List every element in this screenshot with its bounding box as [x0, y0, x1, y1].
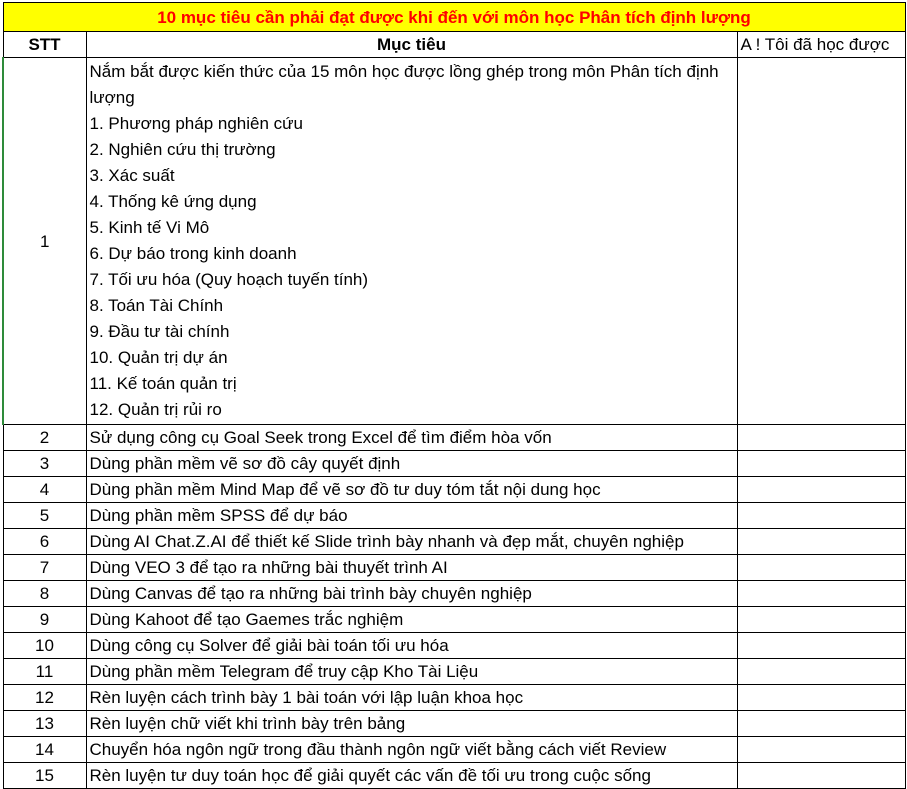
cell-goal[interactable]: Dùng công cụ Solver để giải bài toán tối ưu hóa [86, 633, 737, 659]
table-row [3, 737, 905, 763]
cell-goal[interactable]: Dùng Canvas để tạo ra những bài trình bày chuyên nghiệp [86, 581, 737, 607]
cell-stt[interactable]: 7 [3, 555, 86, 581]
cell-stt[interactable]: 14 [3, 737, 86, 763]
cell-goal[interactable]: Dùng Kahoot để tạo Gaemes trắc nghiệm [86, 607, 737, 633]
cell-goal[interactable]: Dùng phần mềm vẽ sơ đồ cây quyết định [86, 451, 737, 477]
table-row [3, 711, 905, 737]
cell-goal[interactable]: Dùng phần mềm SPSS để dự báo [86, 503, 737, 529]
goal-line: 8. Toán Tài Chính [89, 296, 224, 315]
cell-goal[interactable]: Dùng VEO 3 để tạo ra những bài thuyết trình AI [86, 555, 737, 581]
cell-goal[interactable]: Rèn luyện chữ viết khi trình bày trên bảng [86, 711, 737, 737]
goal-line: 5. Kinh tế Vi Mô [89, 218, 210, 237]
cell-stt[interactable]: 8 [3, 581, 86, 607]
cell-stt[interactable]: 4 [3, 477, 86, 503]
header-stt[interactable]: STT [3, 32, 86, 58]
cell-check[interactable] [737, 503, 905, 529]
goal-line: 11. Kế toán quản trị [89, 374, 237, 393]
table-row [3, 633, 905, 659]
table-row [3, 581, 905, 607]
header-row [3, 32, 905, 58]
goal-line: 2. Nghiên cứu thị trường [89, 140, 276, 159]
cell-check[interactable] [737, 633, 905, 659]
cell-stt[interactable]: 1 [3, 58, 86, 425]
cell-check[interactable] [737, 659, 905, 685]
cell-goal[interactable]: Sử dụng công cụ Goal Seek trong Excel để tìm điểm hòa vốn [86, 425, 737, 451]
cell-stt[interactable]: 12 [3, 685, 86, 711]
cell-check[interactable] [737, 737, 905, 763]
cell-stt[interactable]: 10 [3, 633, 86, 659]
goals-table [2, 2, 906, 789]
goal-line: 10. Quản trị dự án [89, 348, 228, 367]
cell-stt[interactable]: 6 [3, 529, 86, 555]
table-row [3, 503, 905, 529]
cell-goal[interactable]: Dùng phần mềm Telegram để truy cập Kho Tài Liệu [86, 659, 737, 685]
cell-goal[interactable]: Rèn luyện cách trình bày 1 bài toán với lập luận khoa học [86, 685, 737, 711]
table-row [3, 477, 905, 503]
cell-check[interactable] [737, 555, 905, 581]
goal-line: 1. Phương pháp nghiên cứu [89, 114, 304, 133]
header-goal[interactable]: Mục tiêu [86, 32, 737, 58]
cell-goal-multiline[interactable] [86, 58, 737, 425]
table-row [3, 685, 905, 711]
cell-stt[interactable]: 9 [3, 607, 86, 633]
cell-stt[interactable]: 3 [3, 451, 86, 477]
cell-check[interactable] [737, 685, 905, 711]
cell-goal[interactable]: Dùng phần mềm Mind Map để vẽ sơ đồ tư duy tóm tắt nội dung học [86, 477, 737, 503]
goal-line: Nắm bắt được kiến thức của 15 môn học được lồng ghép trong môn Phân tích định [89, 62, 719, 81]
table-row [3, 555, 905, 581]
goal-line: 3. Xác suất [89, 166, 175, 185]
table-row [3, 529, 905, 555]
cell-check[interactable] [737, 477, 905, 503]
goal-line: 4. Thống kê ứng dụng [89, 192, 257, 211]
goal-line: 6. Dự báo trong kinh doanh [89, 244, 297, 263]
table-row [3, 58, 905, 425]
cell-check[interactable] [737, 711, 905, 737]
cell-check[interactable] [737, 581, 905, 607]
goal-line: lượng [89, 88, 135, 107]
cell-goal[interactable]: Dùng AI Chat.Z.AI để thiết kế Slide trình bày nhanh và đẹp mắt, chuyên nghiệp [86, 529, 737, 555]
cell-check[interactable] [737, 529, 905, 555]
table-title[interactable]: 10 mục tiêu cần phải đạt được khi đến với môn học Phân tích định lượng [3, 3, 905, 32]
goal-line: 7. Tối ưu hóa (Quy hoạch tuyến tính) [89, 270, 369, 289]
cell-check[interactable] [737, 425, 905, 451]
goal-line: 9. Đầu tư tài chính [89, 322, 230, 341]
table-row [3, 425, 905, 451]
cell-check[interactable] [737, 607, 905, 633]
cell-stt[interactable]: 2 [3, 425, 86, 451]
cell-stt[interactable]: 13 [3, 711, 86, 737]
cell-check[interactable] [737, 451, 905, 477]
cell-goal[interactable]: Chuyển hóa ngôn ngữ trong đầu thành ngôn ngữ viết bằng cách viết Review [86, 737, 737, 763]
cell-stt[interactable]: 5 [3, 503, 86, 529]
table-row [3, 451, 905, 477]
goal-line: 12. Quản trị rủi ro [89, 400, 222, 419]
cell-goal[interactable]: Rèn luyện tư duy toán học để giải quyết các vấn đề tối ưu trong cuộc sống [86, 763, 737, 789]
cell-check[interactable] [737, 58, 905, 425]
cell-stt[interactable]: 11 [3, 659, 86, 685]
cell-stt[interactable]: 15 [3, 763, 86, 789]
title-row [3, 3, 905, 32]
table-row [3, 659, 905, 685]
header-check[interactable]: A ! Tôi đã học được [737, 32, 905, 58]
table-row [3, 607, 905, 633]
